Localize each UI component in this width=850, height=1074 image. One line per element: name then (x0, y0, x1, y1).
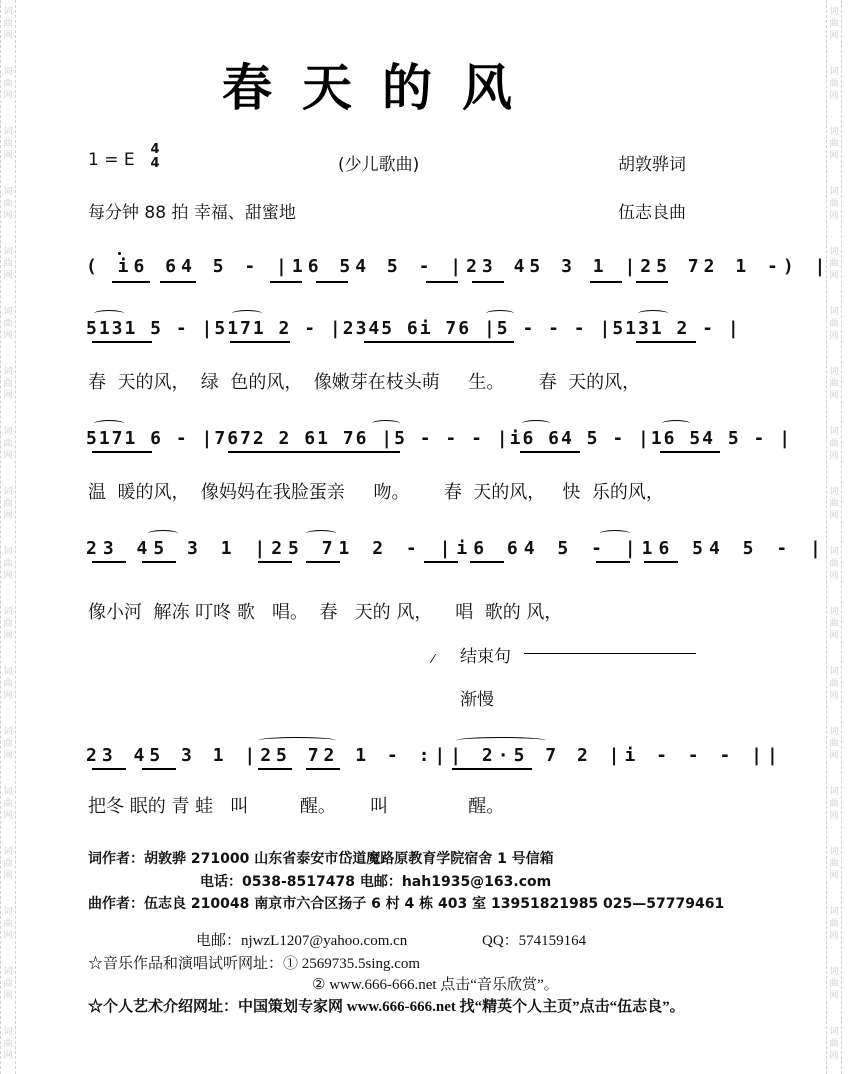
underline (230, 341, 290, 343)
composer-contact: 曲作者：伍志良 210048 南京市六合区扬子 6 村 4 栋 403 室 13951821985 025—57779461 (88, 896, 725, 912)
score-line-3-lyrics: 温 暖的风， 像妈妈在我脸蛋亲 吻。 春 天的风， 快 乐的风， (88, 482, 664, 503)
slur (372, 420, 400, 427)
watermark-text: 词 曲 网 (829, 67, 839, 101)
underline (316, 281, 348, 283)
underline (472, 281, 504, 283)
watermark-text: 词 曲 网 (3, 187, 13, 221)
lyricist-credit: 胡敦骅词 (618, 155, 686, 175)
watermark-text: 词 曲 网 (829, 1027, 839, 1061)
watermark-text: 词 曲 网 (3, 367, 13, 401)
underline (590, 281, 622, 283)
watermark-text: 词 曲 网 (829, 127, 839, 161)
ending-line (524, 653, 696, 654)
song-title: 春天的风 (222, 58, 542, 117)
key-signature: 1 = E (88, 150, 135, 170)
underline (636, 281, 668, 283)
watermark-text: 词 曲 网 (829, 967, 839, 1001)
score-line-2-notes: 5131 5 - |5171 2 - |2345 6i 76 |5 - - - |5131 2 - | (86, 318, 741, 339)
watermark-text: 词 曲 网 (829, 847, 839, 881)
tempo-marking: 每分钟 88 拍 幸福、甜蜜地 (88, 203, 296, 223)
underline (142, 561, 176, 563)
works-site-2: ② www.666-666.net 点击“音乐欣赏”。 (312, 977, 559, 993)
underline (306, 768, 340, 770)
watermark-text: 词 曲 网 (3, 727, 13, 761)
score-line-1-notes: ( i6 64 5 - |16 54 5 - |23 45 3 1 |25 72 1 -) | (86, 256, 831, 277)
underline (112, 281, 150, 283)
watermark-text: 词 曲 网 (829, 907, 839, 941)
watermark-text: 词 曲 网 (3, 607, 13, 641)
watermark-text: 词 曲 网 (829, 547, 839, 581)
underline (92, 341, 152, 343)
watermark-text: 词 曲 网 (829, 367, 839, 401)
score-line-4-lyrics: 像小河 解冻 叮咚 歌 唱。 春 天的 风， 唱 歌的 风， (88, 602, 563, 623)
time-signature-bottom: 4 (150, 156, 160, 171)
slur (148, 530, 178, 537)
underline (660, 451, 720, 453)
score-line-3-notes: 5171 6 - |7672 2 61 76 |5 - - - |i6 64 5 - |16 54 5 - | (86, 428, 793, 449)
slur (522, 420, 550, 427)
lyricist-phone-email: 电话：0538-8517478 电邮：hah1935@163.com (200, 874, 552, 890)
slow-marking: 渐慢 (460, 690, 494, 710)
underline (644, 561, 678, 563)
slur (94, 310, 124, 317)
ending-label: 结束句 (460, 647, 511, 667)
underline (258, 768, 292, 770)
composer-credit: 伍志良曲 (618, 203, 686, 223)
slur (486, 310, 514, 317)
watermark-text: 词 曲 网 (829, 667, 839, 701)
slur (232, 310, 262, 317)
score-line-4-notes: 23 45 3 1 |25 71 2 - |i6 64 5 - |16 54 5 - | (86, 538, 827, 559)
slur (662, 420, 690, 427)
intro-site: ☆个人艺术介绍网址：中国策划专家网 www.666-666.net 找“精英个人主页”点击“伍志良”。 (88, 999, 685, 1015)
watermark-text: 词 曲 网 (3, 307, 13, 341)
slur (600, 530, 630, 537)
underline (636, 341, 696, 343)
composer-email: 电邮：njwzL1207@yahoo.com.cn (196, 933, 408, 949)
watermark-text: 词 曲 网 (3, 127, 13, 161)
watermark-text: 词 曲 网 (3, 547, 13, 581)
slur (638, 310, 668, 317)
watermark-text: 词 曲 网 (3, 787, 13, 821)
underline (306, 561, 340, 563)
tie (456, 737, 546, 744)
genre-label: (少儿歌曲) (338, 155, 420, 175)
watermark-text: 词 曲 网 (829, 307, 839, 341)
underline (92, 561, 126, 563)
underline (92, 768, 126, 770)
underline (142, 768, 176, 770)
ending-bracket-start: ⁄ (432, 652, 435, 666)
watermark-text: 词 曲 网 (829, 607, 839, 641)
underline (426, 281, 458, 283)
watermark-text: 词 曲 网 (3, 667, 13, 701)
lyricist-contact: 词作者：胡敦骅 271000 山东省泰安市岱道魔路原教育学院宿舍 1 号信箱 (88, 851, 554, 867)
underline (160, 281, 196, 283)
underline (92, 451, 152, 453)
works-site-1: ☆音乐作品和演唱试听网址：① 2569735.5sing.com (88, 956, 421, 972)
time-signature (150, 143, 160, 171)
underline (228, 451, 400, 453)
composer-qq: QQ：574159164 (482, 933, 587, 949)
watermark-text: 词 曲 网 (829, 7, 839, 41)
underline (452, 768, 532, 770)
score-line-5-notes: 23 45 3 1 |25 72 1 - :|| 2·5 7 2 |i - - - || (86, 745, 783, 766)
left-watermark-column (0, 0, 16, 1074)
right-watermark-column (826, 0, 842, 1074)
watermark-text: 词 曲 网 (829, 427, 839, 461)
high-octave-dot (118, 252, 121, 255)
slur (94, 420, 124, 427)
underline (364, 341, 514, 343)
watermark-text: 词 曲 网 (829, 727, 839, 761)
watermark-text: 词 曲 网 (3, 847, 13, 881)
underline (258, 561, 292, 563)
underline (596, 561, 630, 563)
score-line-5-lyrics: 把冬 眠的 青 蛙 叫 醒。 叫 醒。 (88, 796, 505, 817)
watermark-text: 词 曲 网 (829, 187, 839, 221)
underline (520, 451, 580, 453)
watermark-text: 词 曲 网 (3, 907, 13, 941)
underline (470, 561, 504, 563)
slur (306, 530, 336, 537)
underline (424, 561, 458, 563)
watermark-text: 词 曲 网 (3, 427, 13, 461)
watermark-text: 词 曲 网 (3, 67, 13, 101)
score-line-2-lyrics: 春 天的风， 绿 色的风， 像嫩芽在枝头萌 生。 春 天的风， (88, 372, 641, 393)
watermark-text: 词 曲 网 (829, 787, 839, 821)
tie (258, 737, 336, 744)
watermark-text: 词 曲 网 (3, 7, 13, 41)
watermark-text: 词 曲 网 (829, 247, 839, 281)
watermark-text: 词 曲 网 (3, 1027, 13, 1061)
watermark-text: 词 曲 网 (3, 487, 13, 521)
watermark-text: 词 曲 网 (3, 967, 13, 1001)
time-signature-top: 4 (150, 142, 160, 157)
watermark-text: 词 曲 网 (3, 247, 13, 281)
underline (270, 281, 302, 283)
watermark-text: 词 曲 网 (829, 487, 839, 521)
